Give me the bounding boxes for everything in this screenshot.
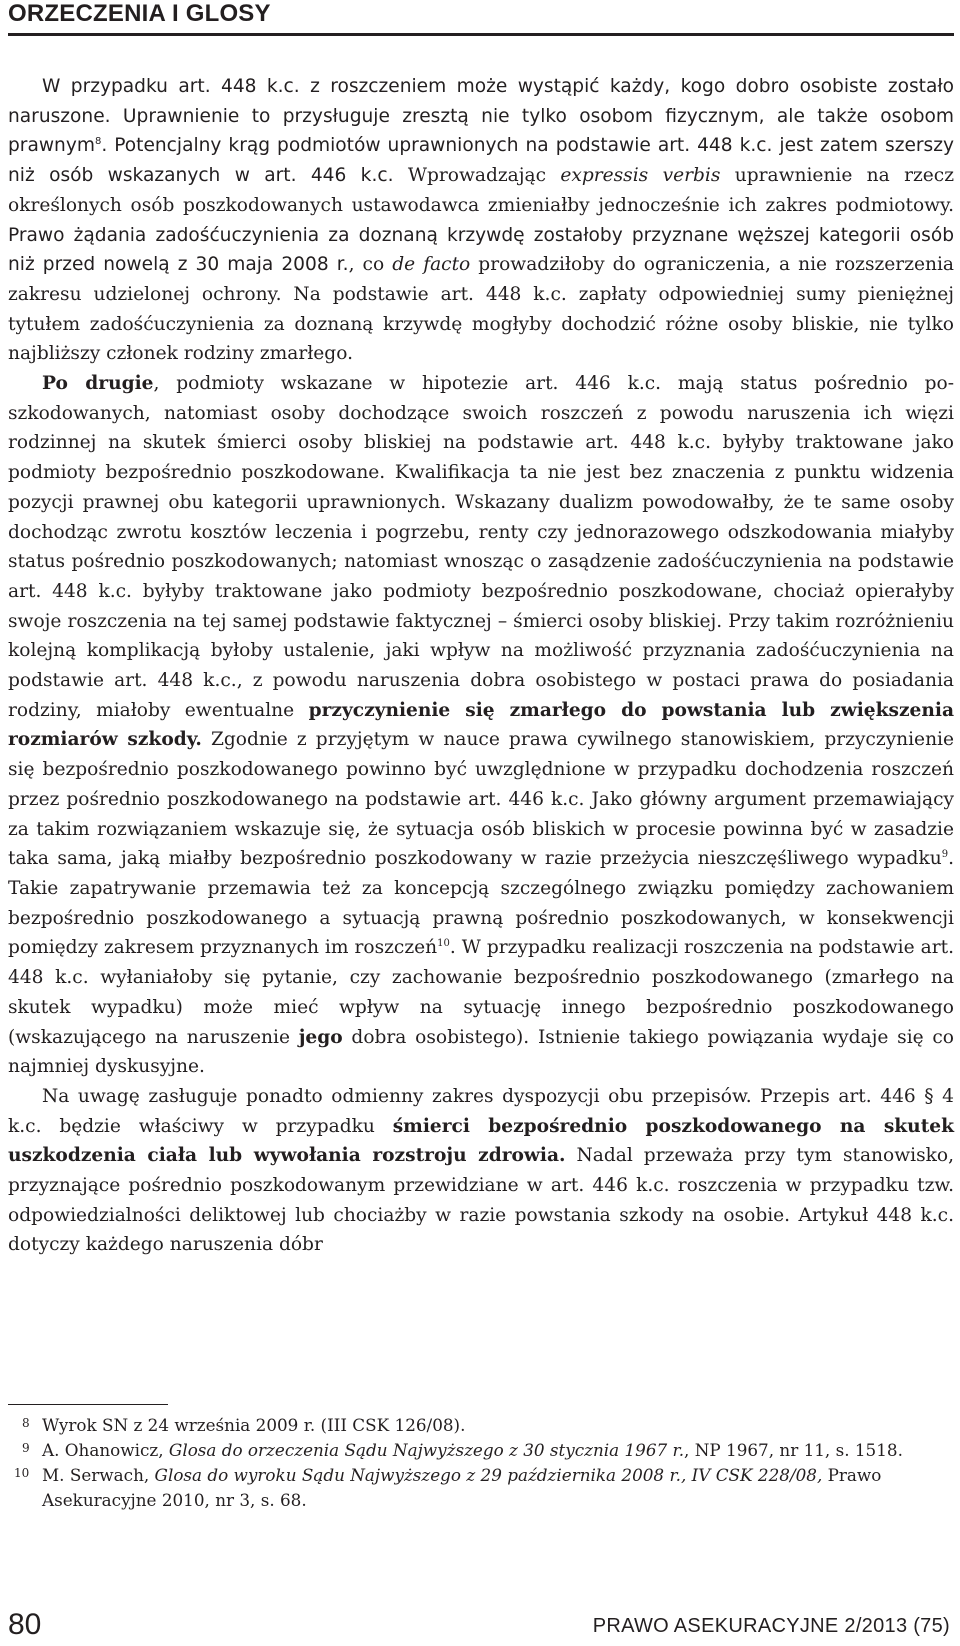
footnote-number: 9 [22, 1441, 30, 1455]
footnote-10 [8, 1463, 954, 1513]
journal-name: PRAWO ASEKURACYJNE 2/2013 (75) [592, 1615, 950, 1637]
paragraph-2-part-2: Zgodnie z przyjętym w nauce prawa cywilnego stanowiskiem, przyczynienie się bezpośrednio poszkodowanego powinno być uwzględnione w przypadku dochodzenia roszczeń przez pośrednio poszkodowanego na podstawie art. 446 k.c. Jako główny argument przemawiający za takim rozwiązaniem wskazuje się, że sytuacja osób bliskich w procesie powinna być w zasadzie taka sama, jaką miałby bezpośrednio poszkodowany w razie przeżycia nieszczęśliwego wypadku [8, 729, 954, 870]
paragraph-1-italic-2: de facto [392, 254, 471, 276]
header-divider [8, 33, 954, 36]
paragraph-2-part-4: . W przypadku realizacji roszczenia na podstawie art. 448 k.c. wyłaniałoby się pytanie, czy zachowanie bezpośrednio poszkodowanego (zmarłego na skutek wypadku) może mieć wpływ na sytuację innego bezpośrednio poszkodowanego (wskazującego na naruszenie [8, 937, 954, 1048]
section-title: ORZECZENIA I GLOSY [8, 0, 271, 27]
footnote-text: Wyrok SN z 24 września 2009 r. (III CSK 126/08). [42, 1415, 466, 1435]
paragraph-3 [8, 1082, 954, 1260]
footnote-text-pre: M. Serwach, [42, 1465, 155, 1485]
paragraph-1-part-7: prowadziłoby do ograniczenia, a nie rozszerzenia zakresu udzielonej ochrony. Na podstawie art. 448 k.c. zapłaty odpowiedniej sumy pieniężnej tytułem zadośćuczynienia za doznaną krzywdę mogłyby dochodzić różne osoby bliskie, nie tylko najbliższy członek rodziny zmarłego. [8, 254, 955, 365]
paragraph-1-italic-1: expressis verbis [560, 165, 721, 187]
paragraph-1 [8, 72, 954, 369]
paragraph-2-bold-2: przyczynienie się zmarłego do powstania lub zwiększenia rozmiarów szkody. [8, 699, 955, 751]
paragraph-3-part-2: Nadal przeważa przy tym stanowisko, przyznające pośrednio poszkodowanym przewidziane w art. 446 k.c. roszczenia w przypadku tzw. odpowiedzialności deliktowej lub chociażby w razie powstania szkody na osobie. Artykuł 448 k.c. dotyczy każdego naruszenia dóbr [8, 1145, 954, 1256]
paragraph-2-part-5: dobra osobistego). Istnienie takiego powiązania wydaje się co najmniej dyskusyjne. [8, 1026, 954, 1078]
footnote-text-italic: Glosa do orzeczenia Sądu Najwyższego z 30 stycznia 1967 r. [168, 1440, 685, 1460]
footnote-text-pre: A. Ohanowicz, [42, 1440, 169, 1460]
paragraph-1-part-3: Wprowadzając [393, 165, 561, 187]
paragraph-1-part-4: uprawnienie na rzecz określonych osób poszkodowanych ustawodawca zmieniałby jednocześnie ich zakres podmiotowy. [8, 165, 954, 216]
footnote-number: 10 [14, 1466, 30, 1480]
page-number: 80 [8, 1608, 42, 1641]
footnote-divider [8, 1404, 168, 1405]
paragraph-1-part-2: . Potencjalny krąg podmiotów uprawnionych na podstawie art. 448 k.c. jest zatem szerszy niż osób wskazanych w art. 446 k.c. [8, 135, 954, 187]
footnote-ref-9: 9 [941, 849, 949, 861]
paragraph-1-part-5: Prawo żądania zadośćuczynienia za doznaną krzywdę zostałoby przyznane węższej kategorii osób niż przed nowelą z 30 maja 2008 r. [8, 224, 954, 276]
footnote-8 [8, 1413, 954, 1438]
footnote-text-post: , NP 1967, nr 11, s. 1518. [684, 1440, 903, 1460]
paragraph-3-part-1: Na uwagę zasługuje ponadto odmienny zakres dyspozycji obu przepisów. Przepis art. 446 § 4 k.c. będzie właściwy w przypadku [8, 1085, 954, 1137]
footnote-ref-10: 10 [437, 938, 450, 950]
article-body [8, 72, 954, 1260]
paragraph-1-part-1: W przypadku art. 448 k.c. z roszczeniem może wystąpić każdy, kogo dobro osobiste zostało naruszone. Uprawnienie to przysługuje zresztą nie tylko osobom fizycznym, ale także osobom prawnym [8, 76, 954, 157]
footnote-text-italic: Glosa do wyroku Sądu Najwyższego z 29 października 2008 r., IV CSK 228/08, [154, 1465, 823, 1485]
paragraph-3-bold-1: śmierci bezpośrednio poszkodowanego na skutek uszkodzenia ciała lub wywołania rozstroju zdrowia. [8, 1115, 954, 1167]
paragraph-2-bold-1: Po drugie [42, 373, 154, 395]
footnote-number: 8 [22, 1416, 30, 1430]
footnotes [8, 1413, 954, 1513]
paragraph-2-part-3: . Takie zapatrywanie przemawia też za koncepcją szczególnego związku pomiędzy zachowaniem bezpośrednio poszkodowanego a sytuacją prawną pośrednio poszkodowanych, w konsekwencji pomiędzy zakresem przyznanych im roszczeń [8, 848, 954, 959]
footnote-ref-8: 8 [94, 136, 102, 148]
paragraph-2-bold-3: jego [298, 1026, 343, 1048]
paragraph-1-part-6: , co [348, 254, 393, 276]
footnote-9 [8, 1438, 954, 1463]
paragraph-2-part-1: , podmioty wskazane w hipotezie art. 446 k.c. mają status pośrednio poszkodowanych, natomiast osoby dochodzące swoich roszczeń z powodu naruszenia ich więzi rodzinnej na skutek śmierci osoby bliskiej na podstawie art. 448 k.c. byłyby traktowane jako podmioty bezpośrednio poszkodowane. Kwalifikacja ta nie jest bez znaczenia z punktu widzenia pozycji prawnej obu kategorii uprawnionych. Wskazany dualizm powodowałby, że te same osoby dochodząc zwrotu kosztów leczenia i pogrzebu, renty czy jednorazowego odszkodowania miałyby status pośrednio poszkodowanych; natomiast wnosząc o zasądzenie zadośćuczynienia na podstawie art. 448 k.c. byłyby traktowane jako podmioty bezpośrednio poszkodowane, chociaż opierałyby swoje roszczenia na tej samej podstawie faktycznej – śmierci osoby bliskiej. Przy takim rozróżnieniu kolejną komplikacją byłoby ustalenie, jaki wpływ na możliwość przyznania zadośćuczynienia na podstawie art. 448 k.c., z powodu naruszenia dobra osobistego w postaci prawa do posiadania rodziny, miałoby ewentualne [8, 373, 954, 721]
paragraph-2 [8, 369, 954, 1082]
footnote-text-post: Prawo Asekuracyjne 2010, nr 3, s. 68. [42, 1465, 882, 1510]
